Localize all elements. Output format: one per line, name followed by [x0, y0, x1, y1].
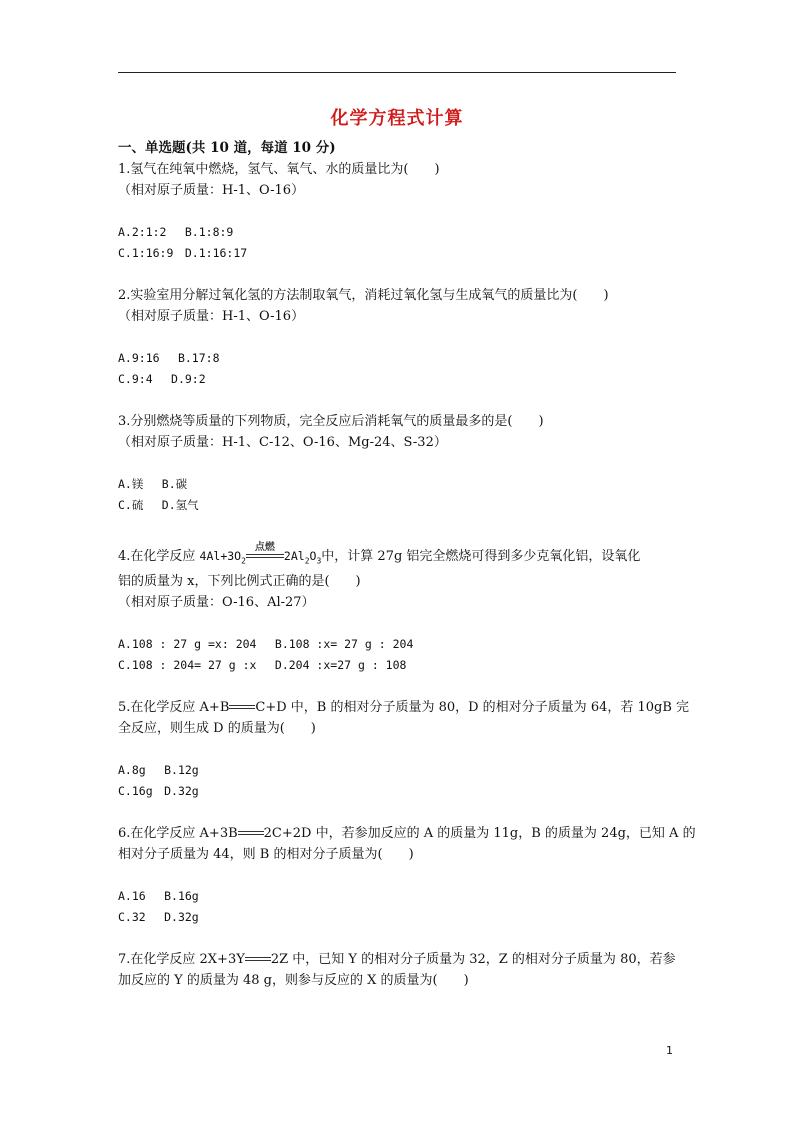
- question-3: [118, 411, 678, 546]
- question-2-note: （相对原子质量：H-1、O-16）: [118, 309, 305, 324]
- question-4: [118, 541, 678, 697]
- page-number: 1: [666, 1044, 673, 1057]
- question-2-stem: 2.实验室用分解过氧化氢的方法制取氧气，消耗过氧化氢与生成氧气的质量比为( ): [118, 288, 609, 303]
- question-1-options-cd: C.1:16:9 D.1:16:17: [118, 246, 248, 260]
- equation-product: $2Al_2O_3$: [283, 549, 322, 566]
- question-6-stem: 6.在化学反应 A+3B 2C+2D 中，若参加反应的 A 的质量为 11g，B 的质量为 24g，已知 A 的: [118, 826, 696, 842]
- equation-reactants: $4Al+3O_2$: [199, 549, 246, 566]
- question-7-stem: 7.在化学反应 2X+3Y 2Z 中，已知 Y 的相对分子质量为 32，Z 的相对分子质量为 80，若参: [118, 952, 676, 968]
- reaction-arrow: [245, 954, 271, 966]
- question-2: [118, 285, 678, 411]
- reaction-arrow-ignite: [246, 541, 284, 563]
- header-rule: [118, 72, 676, 73]
- question-6-options-ab: A.16 B.16g: [118, 889, 199, 904]
- question-1-stem: 1.氢气在纯氧中燃烧，氢气、氧气、水的质量比为( ): [118, 162, 440, 177]
- question-5-options-cd: C.16g D.32g: [118, 784, 199, 799]
- reaction-arrow: [238, 828, 264, 840]
- question-3-note: （相对原子质量：H-1、C-12、O-16、Mg-24、S-32）: [118, 435, 447, 450]
- question-3-options-ab: A.镁 B.碳: [118, 477, 188, 491]
- question-3-options-cd: C.硫 D.氢气: [118, 498, 199, 512]
- question-5-stem-cont: 全反应，则生成 D 的质量为( ): [118, 721, 316, 737]
- question-7: [118, 949, 678, 991]
- question-6: [118, 823, 696, 949]
- section-heading: 一、单选题(共 10 道，每道 10 分): [118, 140, 336, 156]
- question-2-options-ab: A.9:16 B.17:8: [118, 351, 220, 365]
- page-title: 化学方程式计算: [330, 108, 464, 129]
- question-4-stem: 4.在化学反应 $4Al+3O_2$ 点燃 $2Al_2O_3$中，计算 27g 铝完全燃烧可得到多少克氧化铝，设氧化: [118, 546, 678, 571]
- question-3-stem: 3.分别燃烧等质量的下列物质，完全反应后消耗氧气的质量最多的是( ): [118, 414, 544, 429]
- question-7-stem-cont: 加反应的 Y 的质量为 48 g，则参与反应的 X 的质量为( ): [118, 973, 469, 989]
- question-4-stem-cont: 铝的质量为 x，下列比例式正确的是( ): [118, 574, 361, 590]
- reaction-arrow: [229, 702, 255, 714]
- question-4-options-ab: A.108 : 27 g =x: 204 B.108 :x= 27 g : 204: [118, 637, 414, 652]
- question-1-options-ab: A.2:1:2 B.1:8:9: [118, 225, 234, 239]
- question-4-note: （相对原子质量：O-16、Al-27）: [118, 595, 315, 611]
- question-6-stem-cont: 相对分子质量为 44，则 B 的相对分子质量为( ): [118, 847, 414, 863]
- question-6-options-cd: C.32 D.32g: [118, 910, 199, 925]
- question-1: [118, 159, 678, 285]
- condition-label: 点燃: [254, 541, 275, 553]
- question-1-note: （相对原子质量：H-1、O-16）: [118, 183, 305, 198]
- question-5: [118, 697, 690, 823]
- question-4-options-cd: C.108 : 204= 27 g :x D.204 :x=27 g : 108: [118, 658, 407, 673]
- question-5-options-ab: A.8g B.12g: [118, 763, 199, 778]
- question-5-stem: 5.在化学反应 A+B C+D 中，B 的相对分子质量为 80，D 的相对分子质量为 64，若 10gB 完: [118, 700, 690, 716]
- worksheet-body: [118, 138, 696, 991]
- question-2-options-cd: C.9:4 D.9:2: [118, 372, 206, 386]
